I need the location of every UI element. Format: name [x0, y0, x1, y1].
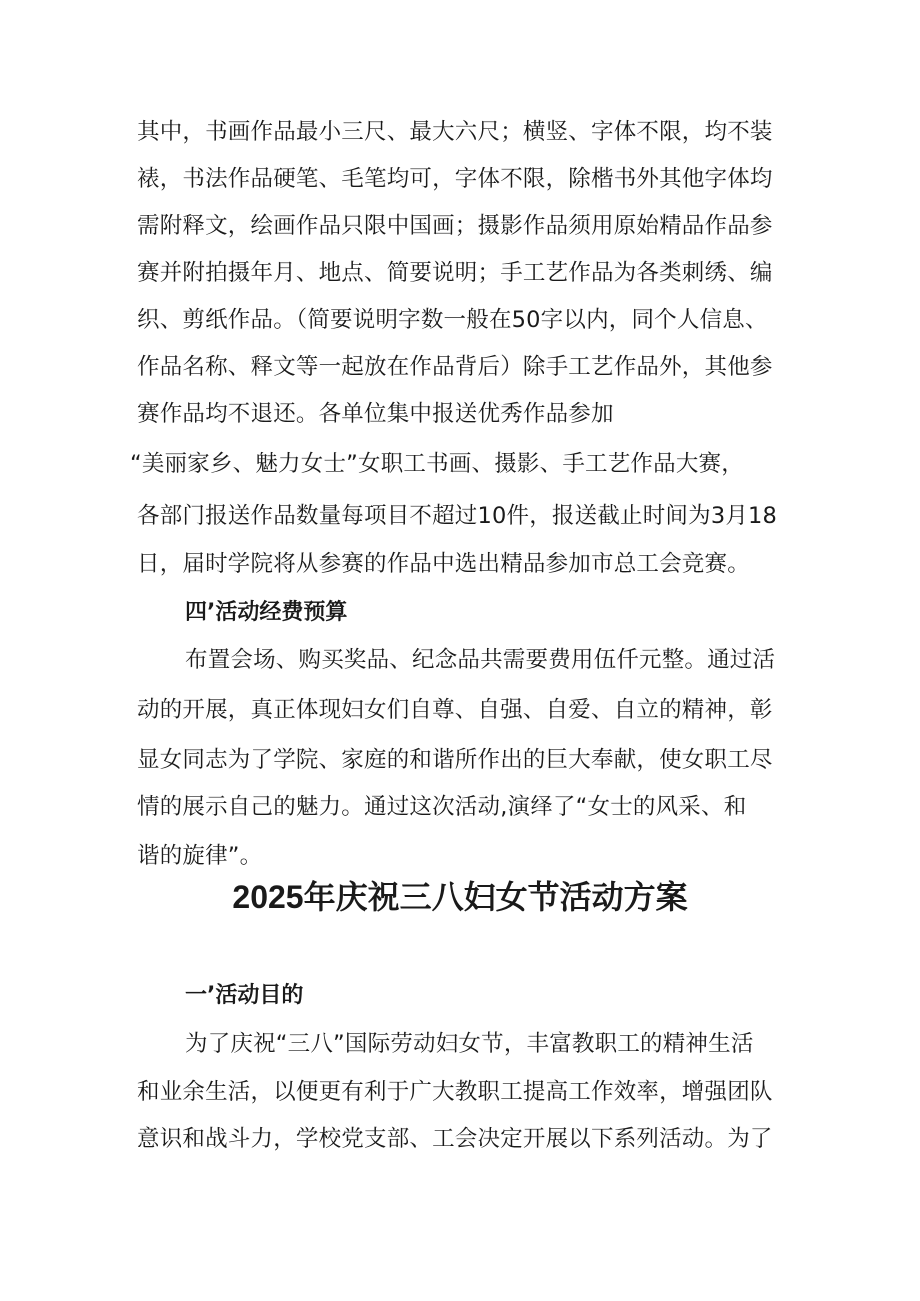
paragraph-line: 意识和战斗力，学校党支部、工会决定开展以下系列活动。为了: [137, 1126, 773, 1152]
paragraph-line: 显女同志为了学院、家庭的和谐所作出的巨大奉献，使女职工尽: [137, 747, 773, 773]
paragraph-line: 赛并附拍摄年月、地点、简要说明；手工艺作品为各类刺绣、编: [137, 260, 773, 286]
paragraph-line: 日，届时学院将从参赛的作品中选出精品参加市总工会竞赛。: [137, 551, 750, 577]
document-title: 2025年庆祝三八妇女节活动方案: [232, 879, 688, 915]
section-heading: 一’活动目的: [185, 983, 304, 1008]
paragraph-line: 动的开展，真正体现妇女们自尊、自强、自爱、自立的精神，彰: [137, 697, 773, 723]
paragraph-line: “美丽家乡、魅力女士”女职工书画、摄影、手工艺作品大赛，: [130, 451, 744, 477]
paragraph-line: 布置会场、购买奖品、纪念品共需要费用伍仟元整。通过活: [185, 647, 776, 673]
paragraph-line: 各部门报送作品数量每项目不超过10件，报送截止时间为3月18: [137, 503, 778, 529]
paragraph-line: 需附释文，绘画作品只限中国画；摄影作品须用原始精品作品参: [137, 213, 773, 239]
paragraph-line: 其中，书画作品最小三尺、最大六尺；横竖、字体不限，均不装: [137, 119, 773, 145]
paragraph-line: 和业余生活，以便更有利于广大教职工提高工作效率，增强团队: [137, 1079, 773, 1105]
paragraph-line: 赛作品均不退还。各单位集中报送优秀作品参加: [137, 401, 614, 427]
paragraph-line: 织、剪纸作品。（简要说明字数一般在50字以内，同个人信息、: [137, 307, 768, 333]
paragraph-line: 裱，书法作品硬笔、毛笔均可，字体不限，除楷书外其他字体均: [137, 166, 773, 192]
section-heading: 四’活动经费预算: [185, 600, 348, 625]
paragraph-line: 情的展示自己的魅力。通过这次活动,演绎了“女士的风采、和: [137, 794, 747, 820]
paragraph-line: 作品名称、释文等一起放在作品背后）除手工艺作品外，其他参: [137, 354, 773, 380]
paragraph-line: 谐的旋律”。: [137, 843, 263, 869]
paragraph-line: 为了庆祝“三八”国际劳动妇女节，丰富教职工的精神生活: [185, 1031, 754, 1057]
